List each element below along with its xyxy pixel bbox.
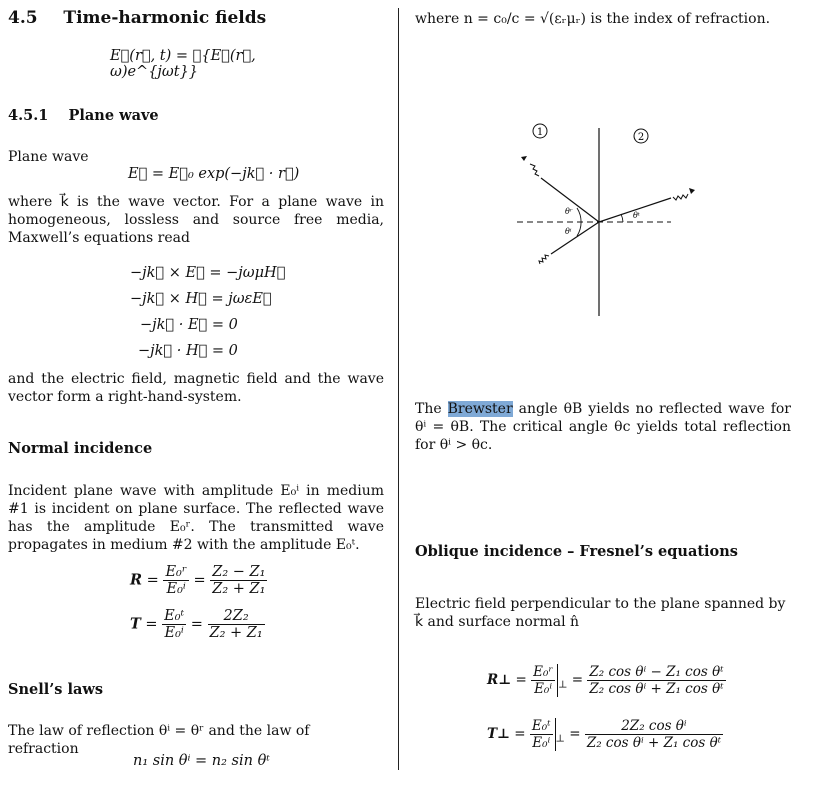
eq-Tperp-lhs: T⊥: [487, 726, 511, 742]
medium-2-label: 2: [637, 132, 645, 143]
brewster-post: angle θB yields no reflected wave for θⁱ = θB. The critical angle θc yields total reflection for θⁱ > θc.: [415, 401, 791, 453]
eq-snell: n₁ sin θⁱ = n₂ sin θᵗ: [133, 753, 270, 769]
subsection-number: 4.5.1: [8, 107, 49, 124]
eq-Rperp-sub: ⊥: [558, 679, 568, 691]
oblique-incidence-heading: Oblique incidence – Fresnel’s equations: [415, 543, 738, 560]
theta-t-label: θᵗ: [633, 211, 640, 220]
theta-i-label: θⁱ: [565, 227, 572, 236]
maxwell-eq-3: −jk⃗ · E⃗ = 0: [140, 317, 238, 333]
plane-wave-label: Plane wave: [8, 149, 89, 165]
eq-R-den: Z₂ + Z₁: [212, 581, 266, 597]
incident-ray: [551, 222, 599, 254]
eq-Rperp-ratio-den: E₀ⁱ: [534, 681, 553, 697]
para-right-hand-system: and the electric field, magnetic field and the wave vector form a right-hand-system.: [8, 371, 384, 405]
maxwell-eq-2: −jk⃗ × H⃗ = jωεE⃗: [130, 291, 272, 307]
eq-Tperp-num: 2Z₂ cos θⁱ: [585, 718, 723, 735]
eq-T-perp: T⊥ = $\frac{\text{E₀ᵗ}}{\text{E₀ⁱ}}$ $_\perp$ = $\frac{\text{2Z₂ cos θⁱ}}{\text{Z₂ cos θⁱ + Z₁ cos θᵗ}}$: [487, 718, 722, 751]
column-divider: [398, 8, 399, 770]
subsection-title: Plane wave: [68, 107, 159, 124]
transmitted-arrow-icon: [689, 188, 695, 194]
eq-T-num: 2Z₂: [208, 608, 265, 625]
maxwell-eq-4: −jk⃗ · H⃗ = 0: [138, 343, 238, 359]
para-perpendicular: Electric field perpendicular to the plane spanned by k⃗ and surface normal n̂: [415, 596, 786, 630]
eq-R-num: Z₂ − Z₁: [212, 564, 266, 580]
para-snell: The law of reflection θⁱ = θʳ and the law of refraction: [8, 723, 310, 757]
para-index-refraction: where n = c₀/c = √(εᵣμᵣ) is the index of refraction.: [415, 11, 771, 27]
eq-Tperp-den: Z₂ cos θⁱ + Z₁ cos θᵗ: [586, 735, 722, 751]
left-column: [0, 0, 395, 789]
eq-Rperp-den: Z₂ cos θⁱ + Z₁ cos θᵗ: [589, 681, 724, 697]
eq-R-lhs: R: [130, 571, 143, 589]
eq-R-perp: R⊥ = $\frac{\text{E₀ʳ}}{\text{E₀ⁱ}}$ $_\perp$ = $\frac{\text{Z₂ cos θⁱ − Z₁ cos θᵗ}}{\text{Z₂ cos θⁱ + Z₁ cos θᵗ}}$: [487, 664, 724, 697]
refraction-diagram: [511, 118, 711, 318]
transmitted-wave-icon: [673, 194, 688, 200]
para-wave-vector: where k⃗ is the wave vector. For a plane wave in homogeneous, lossless and source free media, Maxwell’s equations read: [8, 194, 384, 246]
right-column: [401, 0, 828, 789]
eq-R-ratio-den: E₀ⁱ: [166, 581, 186, 597]
para-brewster: [415, 400, 791, 454]
eq-T-lhs: T: [130, 615, 141, 633]
para-normal-incidence: Incident plane wave with amplitude E₀ⁱ in medium #1 is incident on plane surface. The reflected wave has the amplitude E₀ʳ. The transmitted wave propagates in medium #2 with the amplitude E₀ᵗ.: [8, 483, 384, 553]
eq-T-ratio-num: E₀ᵗ: [164, 608, 185, 624]
eq-transmission-coefficient: T = $\frac{\text{E₀ᵗ}}{\text{E₀ⁱ}}$ = $\frac{\text{2Z₂}}{\text{Z₂ + Z₁}}$: [130, 608, 263, 641]
reflected-wave-icon: [530, 164, 539, 176]
brewster-pre: The: [415, 401, 448, 417]
theta-r-label: θʳ: [565, 207, 573, 216]
reflected-arrow-icon: [521, 156, 527, 161]
eq-time-harmonic: E⃗(r⃗, t) = ℜ{E⃗(r⃗, ω)e^{jωt}}: [110, 48, 256, 80]
eq-reflection-coefficient: R = $\frac{\text{E₀ʳ}}{\text{E₀ⁱ}}$ = $\frac{\text{Z₂ − Z₁}}{\text{Z₂ + Z₁}}$: [130, 564, 266, 597]
normal-incidence-heading: Normal incidence: [8, 440, 153, 457]
section-heading: [8, 8, 266, 28]
eq-plane-wave: E⃗ = E⃗₀ exp(−jk⃗ · r⃗): [128, 166, 300, 182]
maxwell-eq-1: −jk⃗ × E⃗ = −jωμH⃗: [130, 265, 286, 281]
eq-Rperp-num: Z₂ cos θⁱ − Z₁ cos θᵗ: [589, 664, 724, 680]
transmitted-angle-arc: [621, 214, 623, 222]
snells-laws-heading: Snell’s laws: [8, 681, 104, 698]
eq-Tperp-ratio-den: E₀ⁱ: [532, 735, 551, 751]
eq-Rperp-ratio-num: E₀ʳ: [533, 664, 554, 680]
eq-Rperp-lhs: R⊥: [487, 672, 512, 688]
eq-Tperp-sub: ⊥: [555, 733, 565, 745]
section-title: Time-harmonic fields: [63, 8, 267, 28]
maxwell-equations: [130, 260, 330, 364]
subsection-heading: [8, 107, 159, 124]
eq-Tperp-ratio-num: E₀ᵗ: [531, 718, 551, 734]
eq-R-ratio-num: E₀ʳ: [165, 564, 187, 580]
medium-1-label: 1: [536, 127, 544, 138]
brewster-highlight[interactable]: Brewster: [447, 401, 513, 417]
eq-T-den: Z₂ + Z₁: [209, 625, 263, 641]
section-number: 4.5: [8, 8, 38, 28]
incident-wave-icon: [539, 255, 549, 264]
eq-T-ratio-den: E₀ⁱ: [164, 625, 184, 641]
